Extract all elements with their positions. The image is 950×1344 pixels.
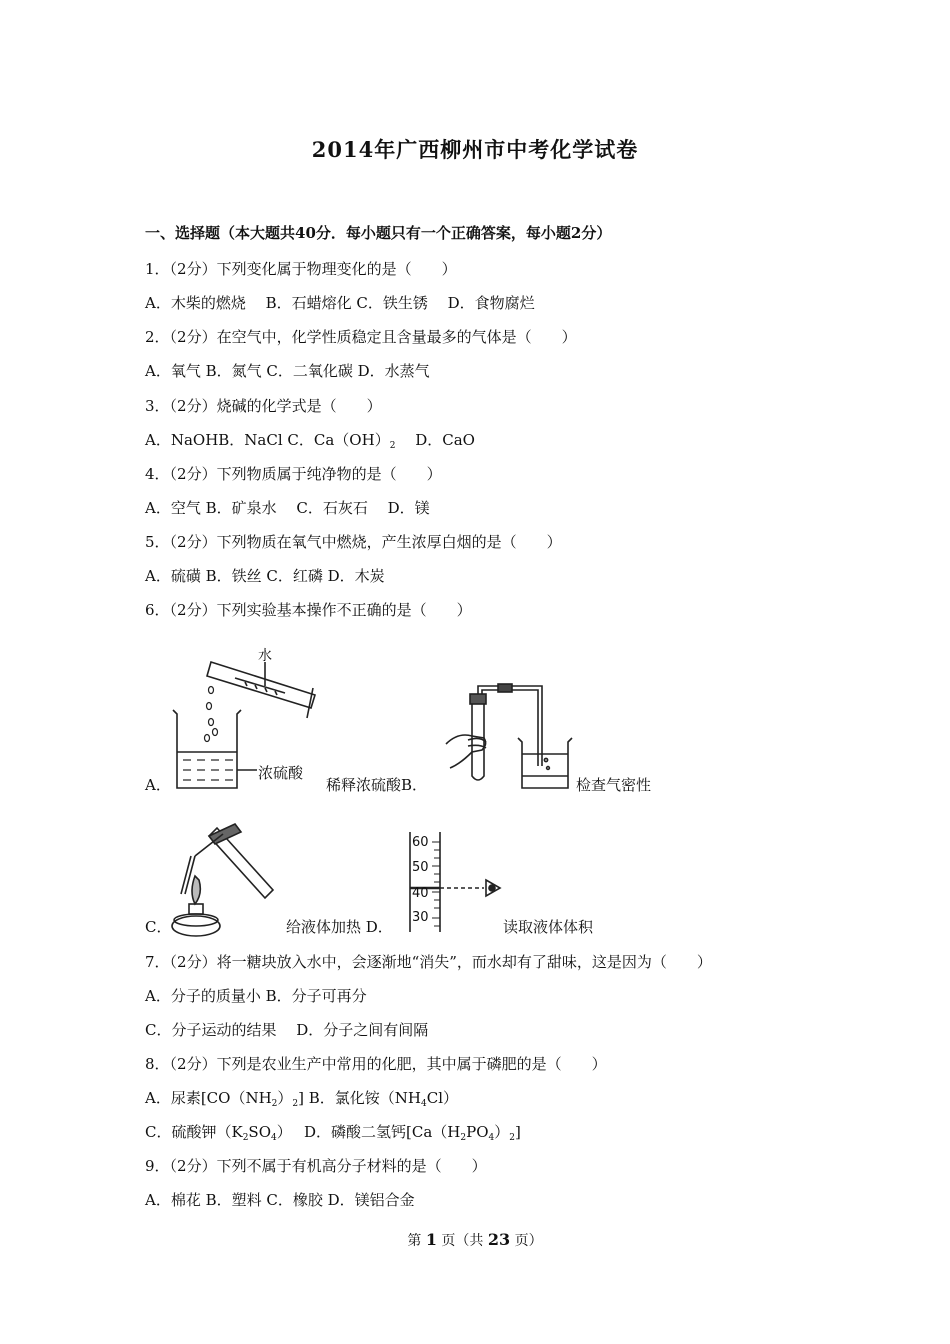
q6-caption-c: 给液体加热 D． xyxy=(286,918,393,936)
page-footer: 第 1 页（共 23 页） xyxy=(407,1230,543,1249)
tick-40: 40 xyxy=(412,886,429,901)
q3-stem: 3．（2分）烧碱的化学式是（ ） xyxy=(145,397,382,415)
q2-options: A．氧气 B．氮气 C．二氧化碳 D．水蒸气 xyxy=(145,362,430,380)
page-total: 23 xyxy=(487,1230,511,1249)
q7-options-1: A．分子的质量小 B．分子可再分 xyxy=(145,987,367,1005)
q6-label-a: A． xyxy=(145,776,171,794)
q9-options: A．棉花 B．塑料 C．橡胶 D．镁铝合金 xyxy=(145,1191,415,1209)
section-heading: 一、选择题（本大题共40分．每小题只有一个正确答案，每小题2分） xyxy=(145,224,612,242)
tick-30: 30 xyxy=(412,910,429,925)
q6-caption-b: 检查气密性 xyxy=(576,776,652,794)
page-title: 2014年广西柳州市中考化学试卷 xyxy=(311,137,639,162)
q1-options: A．木柴的燃烧 B．石蜡熔化 C．铁生锈 D．食物腐烂 xyxy=(145,294,535,312)
q6-label-c: C． xyxy=(145,918,172,936)
q7-options-2: C．分子运动的结果 D．分子之间有间隔 xyxy=(145,1021,429,1039)
q4-options: A．空气 B．矿泉水 C．石灰石 D．镁 xyxy=(145,499,430,517)
acid-label: 浓硫酸 xyxy=(258,764,304,782)
q6-caption-a: 稀释浓硫酸B． xyxy=(326,776,428,794)
q4-stem: 4．（2分）下列物质属于纯净物的是（ ） xyxy=(145,465,442,483)
q2-stem: 2．（2分）在空气中，化学性质稳定且含量最多的气体是（ ） xyxy=(145,328,577,346)
q5-stem: 5．（2分）下列物质在氧气中燃烧，产生浓厚白烟的是（ ） xyxy=(145,533,562,551)
tick-60: 60 xyxy=(412,835,429,850)
q8-options-1: A．尿素$[CO(NH_2)_2]$ B．氯化铵$(NH_4Cl)$ xyxy=(145,1089,459,1109)
q1-stem: 1．（2分）下列变化属于物理变化的是（ ） xyxy=(145,260,457,278)
q6-stem: 6．（2分）下列实验基本操作不正确的是（ ） xyxy=(145,601,472,619)
q7-stem: 7．（2分）将一糖块放入水中，会逐渐地“消失”，而水却有了甜味，这是因为（ ） xyxy=(145,953,712,971)
tick-50: 50 xyxy=(412,860,429,875)
water-label: 水 xyxy=(258,648,272,664)
q3-options: A．NaOHB．NaCl C．$Ca(OH)_2$ D．CaO xyxy=(145,431,475,451)
q8-stem: 8．（2分）下列是农业生产中常用的化肥，其中属于磷肥的是（ ） xyxy=(145,1055,607,1073)
airtightness-figure xyxy=(438,680,573,792)
q5-options: A．硫磺 B．铁丝 C．红磷 D．木炭 xyxy=(145,567,385,585)
page-number: 1 xyxy=(425,1230,437,1249)
q8-options-2: C．硫酸钾$(K_2SO_4)$ D．磷酸二氢钙$[Ca(H_2PO_4)_2]$ xyxy=(145,1123,521,1143)
q6-caption-d: 读取液体体积 xyxy=(503,918,594,936)
q9-stem: 9．（2分）下列不属于有机高分子材料的是（ ） xyxy=(145,1157,487,1175)
heating-figure xyxy=(165,820,283,938)
